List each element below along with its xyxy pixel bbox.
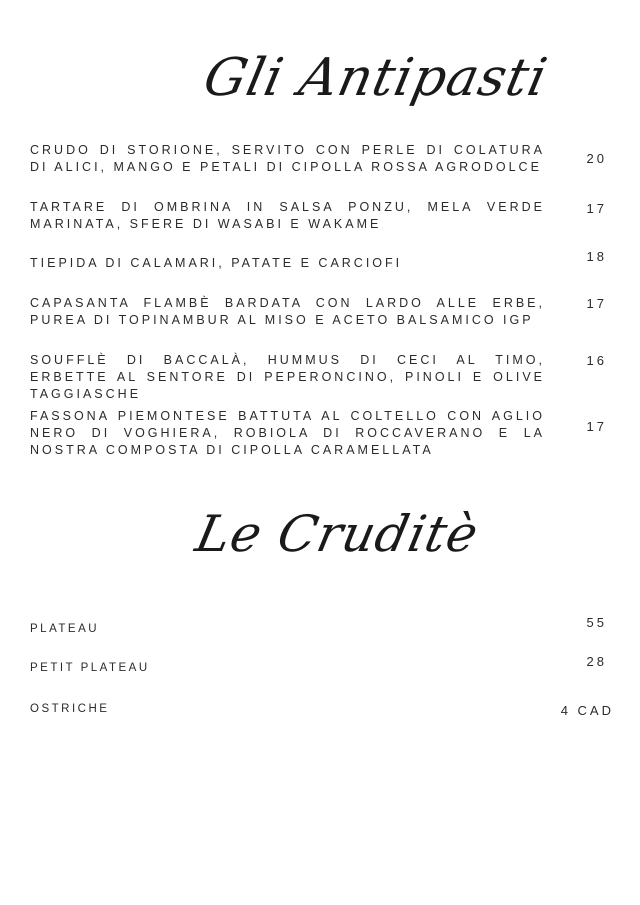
menu-item-description: CRUDO DI STORIONE, SERVITO CON PERLE DI COLATURA DI ALICI, MANGO E PETALI DI CIPOLLA ROSSA AGRODOLCE xyxy=(30,143,545,174)
menu-item-description: SOUFFLÈ DI BACCALÀ, HUMMUS DI CECI AL TIMO, ERBETTE AL SENTORE DI PEPERONCINO, PINOLI E OLIVE TAGGIASCHE xyxy=(30,353,545,401)
menu-item-description: TIEPIDA DI CALAMARI, PATATE E CARCIOFI xyxy=(30,256,403,270)
menu-item-description: TARTARE DI OMBRINA IN SALSA PONZU, MELA VERDE MARINATA, SFERE DI WASABI E WAKAME xyxy=(30,200,545,231)
menu-item-description: CAPASANTA FLAMBÈ BARDATA CON LARDO ALLE ERBE, PUREA DI TOPINAMBUR AL MISO E ACETO BALSAMICO IGP xyxy=(30,296,545,327)
menu-item-price: 17 xyxy=(586,419,607,434)
menu-item-price: 17 xyxy=(586,201,607,216)
menu-item-price: 55 xyxy=(586,615,607,630)
menu-item-price: 16 xyxy=(586,353,607,368)
menu-item-description: OSTRICHE xyxy=(30,703,110,715)
menu-item-price: 28 xyxy=(586,654,607,669)
menu-item-description: FASSONA PIEMONTESE BATTUTA AL COLTELLO CON AGLIO NERO DI VOGHIERA, ROBIOLA DI ROCCAVERANO E LA NOSTRA COMPOSTA DI CIPOLLA CARAMELLATA xyxy=(30,409,545,457)
menu-item-price: 20 xyxy=(586,151,607,166)
menu-item-price: 4 CAD xyxy=(560,703,614,718)
menu-item-description: PETIT PLATEAU xyxy=(30,662,150,674)
menu-item-price: 18 xyxy=(586,249,607,264)
section-title-antipasti: Gli Antipasti xyxy=(198,48,553,108)
menu-item-price: 17 xyxy=(586,296,607,311)
section-title-crudite: Le Cruditè xyxy=(190,505,484,563)
menu-item-description: PLATEAU xyxy=(30,623,100,635)
